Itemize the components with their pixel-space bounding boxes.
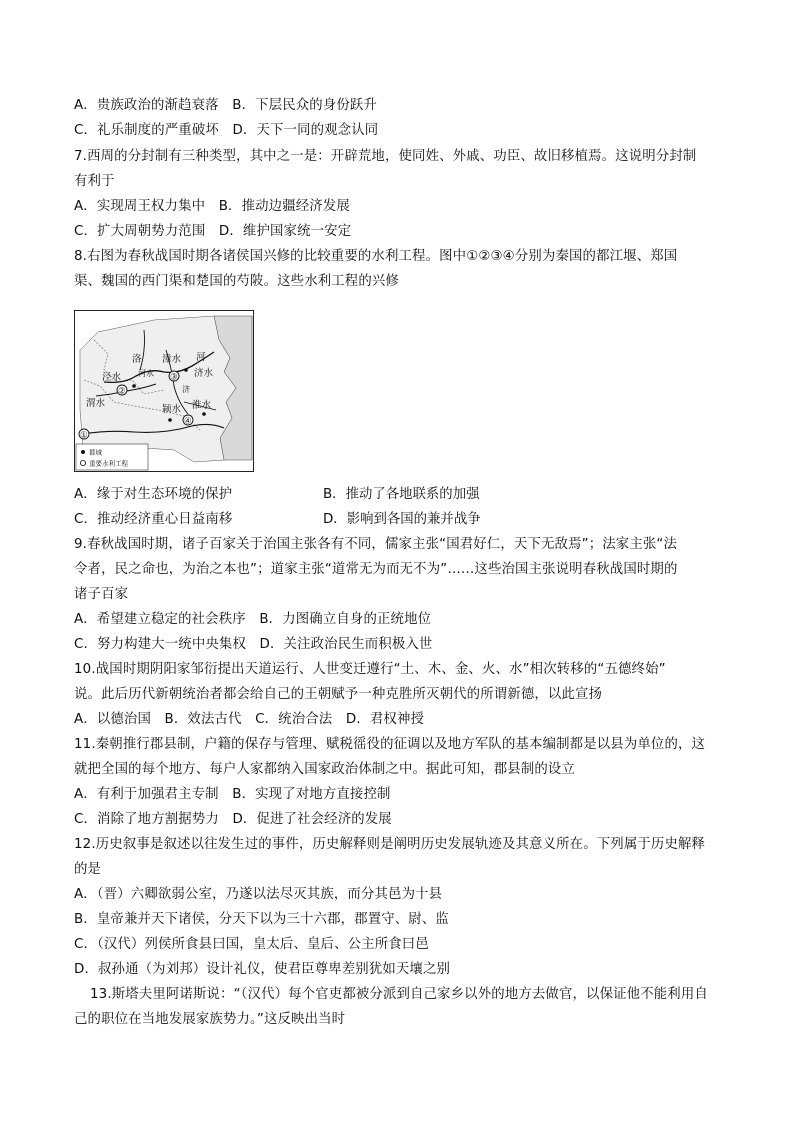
legend-label: 重要水利工程: [89, 459, 128, 468]
map-label: 泾水: [102, 372, 122, 383]
q12-option-d: D．叔孙通（为刘邦）设计礼仪，使君臣尊卑差别犹如天壤之别: [74, 962, 451, 977]
map-number: ③: [170, 372, 178, 383]
legend-label: 都城: [89, 448, 102, 457]
capital-dot: [202, 412, 206, 416]
q9-options-ab: A．希望建立稳定的社会秩序 B．力图确立自身的正统地位: [74, 612, 432, 627]
map-label: 河水: [138, 369, 154, 378]
q11-stem-cont: 就把全国的每个地方、每户人家都纳入国家政治体制之中。据此可知，郡县制的设立: [74, 762, 576, 777]
q6-options-ab: A．贵族政治的渐趋衰落 B．下层民众的身份跃升: [74, 98, 377, 113]
map-number: ①: [80, 430, 88, 441]
capital-dot: [168, 418, 172, 422]
q7-stem: 7.西周的分封制有三种类型，其中之一是：开辟荒地，使同姓、外戚、功臣、故旧移植焉。这说明分封制: [74, 149, 697, 164]
q9-stem: 9.春秋战国时期，诸子百家关于治国主张各有不同，儒家主张“国君好仁，天下无敌焉”；法家主张“法: [74, 537, 678, 552]
q12-option-b: B．皇帝兼并天下诸侯，分天下以为三十六郡，郡置守、尉、监: [74, 912, 449, 927]
q7-stem-cont: 有利于: [74, 174, 115, 189]
q11-stem: 11.秦朝推行郡县制，户籍的保存与管理、赋税徭役的征调以及地方军队的基本编制都是以县为单位的，这: [74, 737, 706, 752]
q12-option-a: A．（晋）六卿欲弱公室，乃遂以法尽灭其族，而分其邑为十县: [74, 887, 443, 902]
map-number: ②: [118, 386, 126, 397]
q8-option-b: B．推动了各地联系的加强: [323, 487, 480, 502]
q10-stem: 10.战国时期阴阳家邹衍提出天道运行、人世变迁遵行“土、木、金、火、水”相次转移的“五德终始”: [74, 662, 666, 677]
q7-options-ab: A．实现周王权力集中 B．推动边疆经济发展: [74, 199, 350, 214]
map-label: 济水: [194, 368, 214, 379]
q12-option-c: C．（汉代）列侯所食县曰国，皇太后、皇后、公主所食曰邑: [74, 937, 429, 952]
q9-stem-cont: 令者，民之命也，为治之本也”；道家主张“道常无为而无不为”……这些治国主张说明春秋战国时期的: [74, 562, 678, 577]
q12-stem: 12.历史叙事是叙述以往发生过的事件，历史解释则是阐明历史发展轨迹及其意义所在。下列属于历史解释: [74, 837, 706, 852]
q8-option-a: A．缘于对生态环境的保护: [74, 487, 233, 502]
map-label: 河: [196, 352, 206, 363]
map-label: 济: [182, 385, 190, 394]
capital-dot: [132, 384, 136, 388]
q7-options-cd: C．扩大周朝势力范围 D．维护国家统一安定: [74, 224, 352, 239]
q11-options-ab: A．有利于加强君主专制 B．实现了对地方直接控制: [74, 787, 391, 802]
legend-capital-icon: [81, 450, 85, 454]
q6-options-cd: C．礼乐制度的严重破坏 D．天下一同的观念认同: [74, 123, 379, 138]
land-area: [80, 316, 236, 462]
map-label: 漳水: [162, 354, 182, 365]
q8-stem: 8.右图为春秋战国时期各诸侯国兴修的比较重要的水利工程。图中①②③④分别为秦国的都江堰、郑国: [74, 249, 678, 264]
water-projects-map: [74, 310, 254, 472]
q9-stem-cont: 诸子百家: [74, 587, 129, 602]
map-number: ④: [184, 416, 192, 427]
map-label: 渭水: [86, 398, 106, 409]
q9-options-cd: C．努力构建大一统中央集权 D．关注政治民生而积极入世: [74, 637, 433, 652]
q10-options: A．以德治国 B．效法古代 C．统治合法 D．君权神授: [74, 712, 425, 727]
q8-stem-cont: 渠、魏国的西门渠和楚国的芍陂。这些水利工程的兴修: [74, 274, 399, 289]
q13-stem: 13.斯塔夫里阿诺斯说：“（汉代）每个官吏都被分派到自己家乡以外的地方去做官，以保证他不能利用自: [90, 987, 708, 1002]
legend-project-icon: [80, 460, 85, 465]
q10-stem-cont: 说。此后历代新朝统治者都会给自己的王朝赋予一种克胜所灭朝代的所谓新德，以此宣扬: [74, 687, 603, 702]
map-label: 颍水: [162, 404, 182, 415]
q8-option-d: D．影响到各国的兼并战争: [323, 512, 481, 527]
map-label: 洛: [132, 354, 142, 365]
map-label: 淮水: [192, 400, 212, 411]
q8-option-c: C．推动经济重心日益南移: [74, 512, 233, 527]
q13-stem-cont: 己的职位在当地发展家族势力。”这反映出当时: [74, 1012, 346, 1027]
q12-stem-cont: 的是: [74, 862, 102, 877]
q11-options-cd: C．消除了地方割据势力 D．促进了社会经济的发展: [74, 812, 392, 827]
capital-dot: [184, 368, 188, 372]
